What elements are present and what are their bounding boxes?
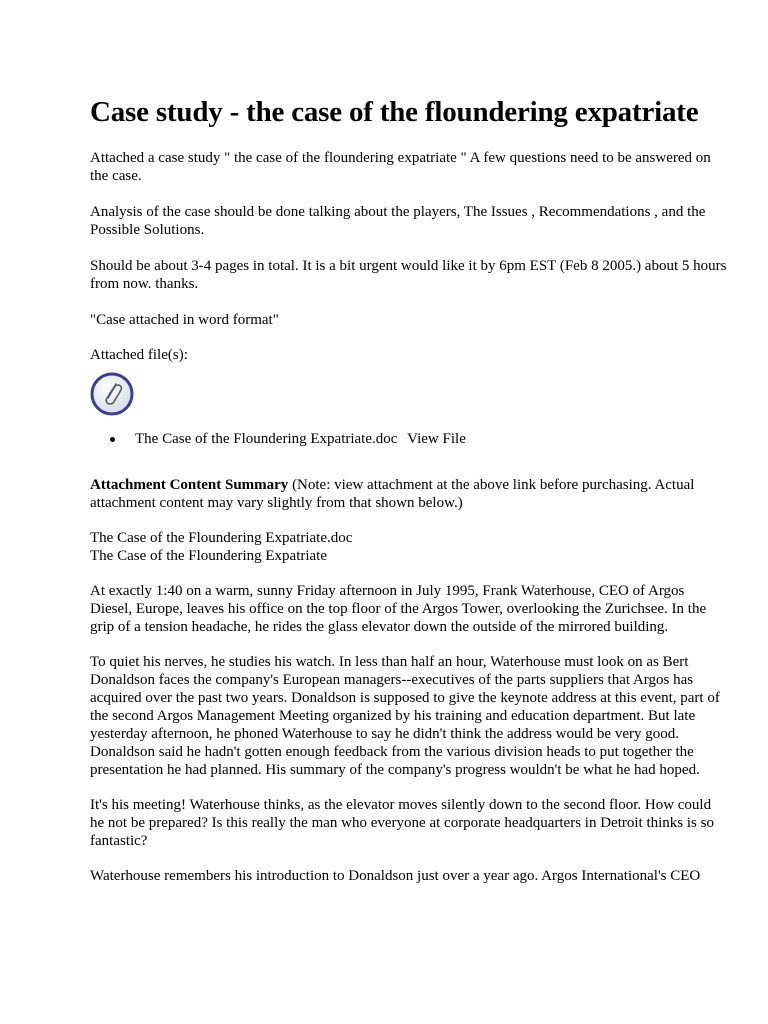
document-header bbox=[90, 529, 728, 565]
attachment-list bbox=[90, 430, 728, 448]
summary-note: (Note: view attachment at the above link before purchasing. Actual attachment content may vary slightly from that shown below.) bbox=[90, 477, 695, 511]
summary-heading: Attachment Content Summary bbox=[90, 477, 289, 493]
view-file-link[interactable]: View File bbox=[407, 431, 466, 447]
format-note: "Case attached in word format" bbox=[90, 312, 279, 328]
document-filename: The Case of the Floundering Expatriate.doc bbox=[90, 530, 353, 546]
body-paragraph: It's his meeting! Waterhouse thinks, as the elevator moves silently down to the second floor. How could he not be prepared? Is this really the man who everyone at corporate headquarters in Detroit thinks is so fantastic? bbox=[90, 797, 714, 849]
document-title: The Case of the Floundering Expatriate bbox=[90, 548, 328, 564]
analysis-paragraph: Analysis of the case should be done talking about the players, The Issues , Recommendations , and the Possible Solutions. bbox=[90, 204, 706, 238]
body-paragraph: At exactly 1:40 on a warm, sunny Friday afternoon in July 1995, Frank Waterhouse, CEO of Argos Diesel, Europe, leaves his office on the top floor of the Argos Tower, overlooking the Zurichsee. In the grip of a tension headache, he rides the glass elevator down the outside of the mirrored building. bbox=[90, 583, 707, 635]
attachment-summary bbox=[90, 476, 728, 512]
attachment-filename: The Case of the Floundering Expatriate.doc bbox=[135, 431, 398, 447]
intro-paragraph: Attached a case study " the case of the floundering expatriate " A few questions need to be answered on the case. bbox=[90, 150, 711, 184]
attachments-label: Attached file(s): bbox=[90, 347, 188, 363]
attachment-item bbox=[135, 430, 728, 448]
body-paragraph: To quiet his nerves, he studies his watch. In less than half an hour, Waterhouse must look on as Bert Donaldson faces the company's European managers--executives of the parts suppliers that Argos has acquired over the past two years. Donaldson is supposed to give the keynote address at this event, part of the second Argos Management Meeting organized by his training and education department. But late yesterday afternoon, he phoned Waterhouse to say he didn't think the address would be very good. Donaldson said he hadn't gotten enough feedback from the various division heads to put together the presentation he had planned. His summary of the company's progress wouldn't be what he had hoped. bbox=[90, 654, 720, 778]
body-paragraph: Waterhouse remembers his introduction to Donaldson just over a year ago. Argos International's CEO bbox=[90, 868, 701, 884]
paperclip-icon[interactable] bbox=[90, 372, 134, 416]
page-title: Case study - the case of the floundering expatriate bbox=[90, 96, 699, 128]
length-paragraph: Should be about 3-4 pages in total. It is a bit urgent would like it by 6pm EST (Feb 8 2005.) about 5 hours from now. thanks. bbox=[90, 258, 727, 292]
